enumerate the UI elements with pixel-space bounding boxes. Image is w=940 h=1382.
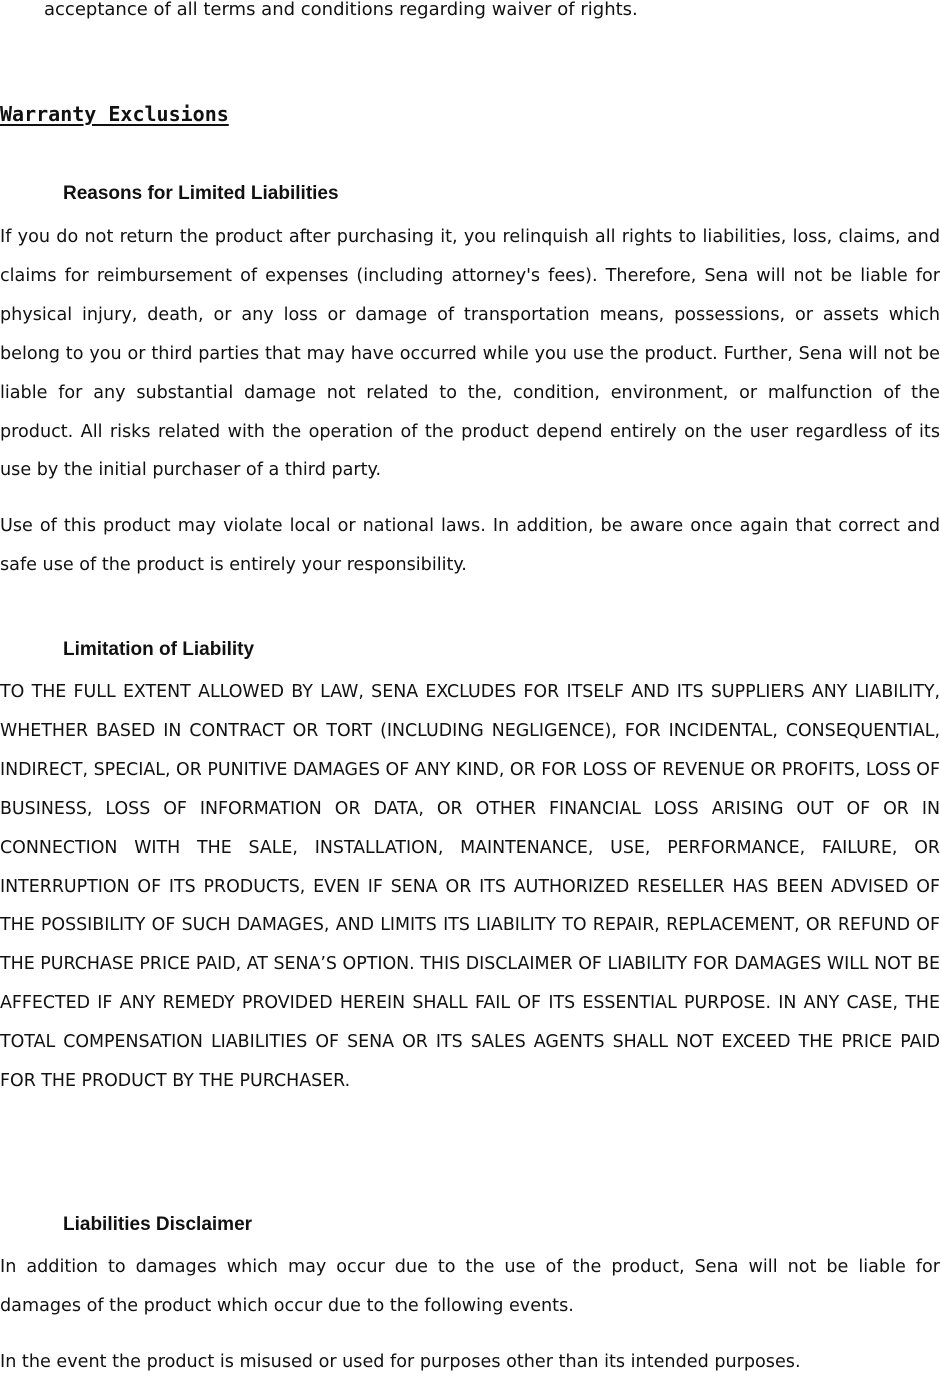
- paragraph-limited-liabilities-1: If you do not return the product after purchasing it, you relinquish all rights to liabilities, loss, claims, and claims for reimbursement of expenses (including attorney's fees). Therefore, Sena will not be liable for physical injury, death, or any loss or damage of transportation means, possessions, or assets which belong to you or third parties that may have occurred while you use the product. Further, Sena will not be liable for any substantial damage not related to the, condition, environment, or malfunction of the product. All risks related with the operation of the product depend entirely on the user regardless of its use by the initial purchaser of a third party.: [0, 227, 940, 481]
- paragraph-limitation-of-liability: TO THE FULL EXTENT ALLOWED BY LAW, SENA EXCLUDES FOR ITSELF AND ITS SUPPLIERS ANY LIABILITY, WHETHER BASED IN CONTRACT OR TORT (INCLUDING NEGLIGENCE), FOR INCIDENTAL, CONSEQUENTIAL, INDIRECT, SPECIAL, OR PUNITIVE DAMAGES OF ANY KIND, OR FOR LOSS OF REVENUE OR PROFITS, LOSS OF BUSINESS, LOSS OF INFORMATION OR DATA, OR OTHER FINANCIAL LOSS ARISING OUT OF OR IN CONNECTION WITH THE SALE, INSTALLATION, MAINTENANCE, USE, PERFORMANCE, FAILURE, OR INTERRUPTION OF ITS PRODUCTS, EVEN IF SENA OR ITS AUTHORIZED RESELLER HAS BEEN ADVISED OF THE POSSIBILITY OF SUCH DAMAGES, AND LIMITS ITS LIABILITY TO REPAIR, REPLACEMENT, OR REFUND OF THE PURCHASE PRICE PAID, AT SENA’S OPTION. THIS DISCLAIMER OF LIABILITY FOR DAMAGES WILL NOT BE AFFECTED IF ANY REMEDY PROVIDED HEREIN SHALL FAIL OF ITS ESSENTIAL PURPOSE. IN ANY CASE, THE TOTAL COMPENSATION LIABILITIES OF SENA OR ITS SALES AGENTS SHALL NOT EXCEED THE PRICE PAID FOR THE PRODUCT BY THE PURCHASER.: [0, 682, 940, 1092]
- paragraph-limited-liabilities-2: Use of this product may violate local or national laws. In addition, be aware once again that correct and safe use of the product is entirely your responsibility.: [0, 516, 940, 575]
- section-title-warranty-exclusions: Warranty Exclusions: [0, 102, 229, 126]
- subheading-limitation-of-liability: Limitation of Liability: [63, 639, 255, 660]
- paragraph-liabilities-disclaimer-2: In the event the product is misused or used for purposes other than its intended purposes.: [0, 1352, 801, 1372]
- continued-text-line: acceptance of all terms and conditions regarding waiver of rights.: [44, 0, 638, 20]
- subheading-reasons-for-limited-liabilities: Reasons for Limited Liabilities: [63, 183, 339, 204]
- paragraph-liabilities-disclaimer-1: In addition to damages which may occur due to the use of the product, Sena will not be liable for damages of the product which occur due to the following events.: [0, 1257, 940, 1316]
- subheading-liabilities-disclaimer: Liabilities Disclaimer: [63, 1214, 253, 1235]
